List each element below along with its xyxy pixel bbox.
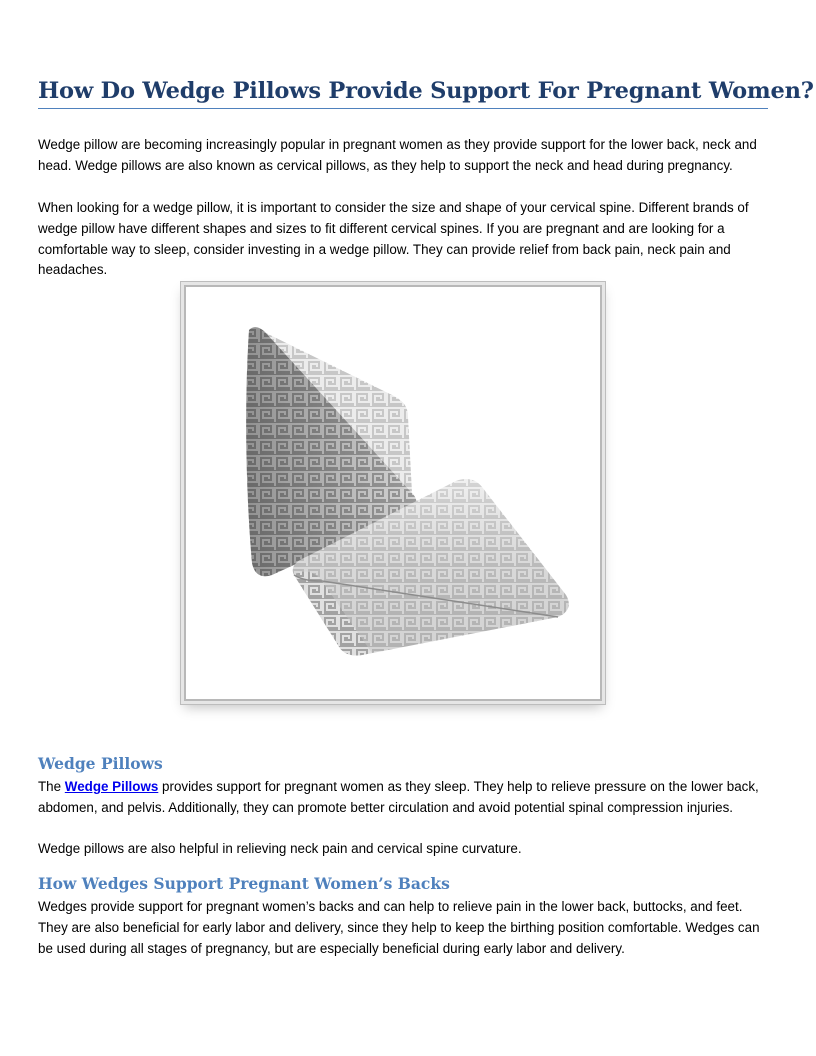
title-underline <box>38 108 768 109</box>
section1-paragraph-1 <box>38 777 768 819</box>
intro-paragraph-1: Wedge pillow are becoming increasingly popular in pregnant women as they provide support for the lower back, neck and head. Wedge pillows are also known as cervical pillows, as they help to support the neck and head during pregnancy. <box>38 137 757 173</box>
section1-paragraph-1-suffix: provides support for pregnant women as they sleep. They help to relieve pressure on the lower back, abdomen, and pelvis. Additionally, they can promote better circulation and avoid potential spinal compression injuries. <box>38 779 759 815</box>
section2-paragraph-1: Wedges provide support for pregnant women’s backs and can help to relieve pain in the lower back, buttocks, and feet. They are also beneficial for early labor and delivery, since they help to keep the birthing position comfortable. Wedges can be used during all stages of pregnancy, but are especially beneficial during early labor and delivery. <box>38 899 760 956</box>
page-title: How Do Wedge Pillows Provide Support For Pregnant Women? <box>38 78 814 104</box>
section1-paragraph-2: Wedge pillows are also helpful in relieving neck pain and cervical spine curvature. <box>38 841 522 856</box>
intro-paragraph-2: When looking for a wedge pillow, it is important to consider the size and shape of your cervical spine. Different brands of wedge pillow have different shapes and sizes to fit different cervical spines. If you are pregnant and are looking for a comfortable way to sleep, consider investing in a wedge pillow. They can provide relief from back pain, neck pain and headaches. <box>38 200 749 278</box>
wedge-pillows-image <box>194 295 592 691</box>
wedge-pillow-photo <box>184 285 602 701</box>
section1-paragraph-1-prefix: The <box>38 779 65 794</box>
section-heading-backs: How Wedges Support Pregnant Women’s Backs <box>38 874 450 893</box>
wedge-pillows-link[interactable]: Wedge Pillows <box>64 779 159 794</box>
section-heading-wedge-pillows: Wedge Pillows <box>38 754 163 773</box>
